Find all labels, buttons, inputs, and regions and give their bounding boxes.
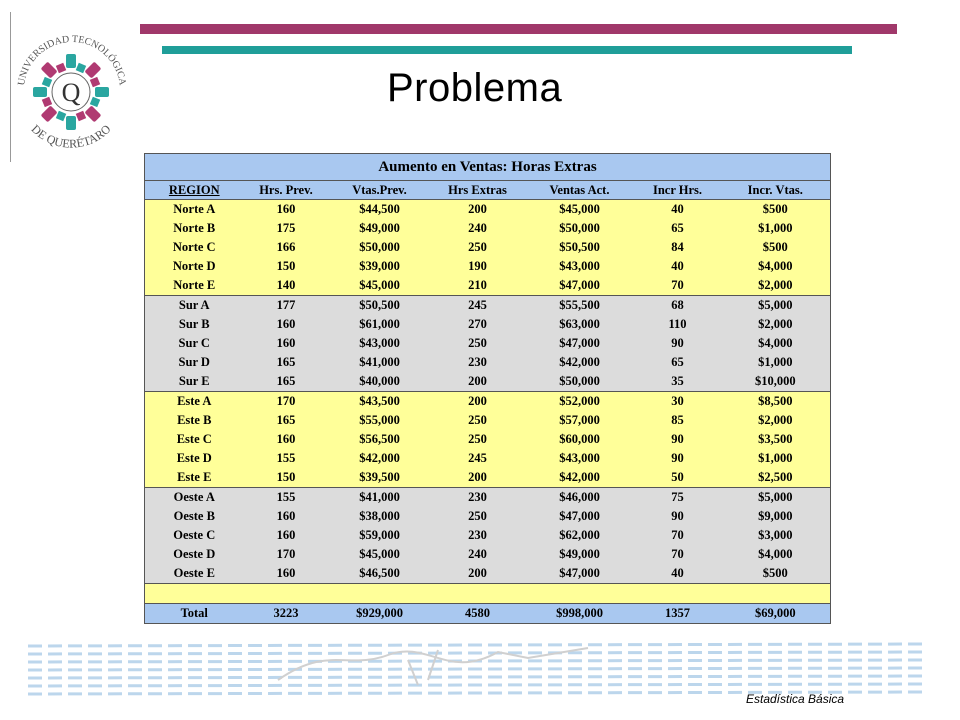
university-logo: [10, 12, 132, 162]
header-bar-teal: [162, 46, 852, 54]
region-cell: Oeste D: [145, 545, 244, 564]
column-header: Hrs. Prev.: [244, 181, 329, 200]
value-cell: $47,000: [525, 507, 635, 526]
footer-course-label: Estadística Básica: [746, 692, 845, 706]
logo-letter: Q: [61, 78, 81, 107]
value-cell: $45,000: [525, 200, 635, 220]
value-cell: 160: [244, 526, 329, 545]
value-cell: $44,500: [329, 200, 431, 220]
value-cell: 200: [431, 200, 525, 220]
value-cell: 210: [431, 276, 525, 296]
value-cell: 40: [635, 564, 721, 584]
value-cell: 245: [431, 449, 525, 468]
value-cell: 250: [431, 334, 525, 353]
value-cell: $47,000: [525, 334, 635, 353]
value-cell: 40: [635, 200, 721, 220]
value-cell: $500: [721, 200, 831, 220]
value-cell: 70: [635, 276, 721, 296]
value-cell: 84: [635, 238, 721, 257]
table-row: [145, 449, 831, 468]
value-cell: $3,000: [721, 526, 831, 545]
value-cell: $50,000: [329, 238, 431, 257]
value-cell: 170: [244, 392, 329, 412]
value-cell: 68: [635, 296, 721, 316]
value-cell: $46,500: [329, 564, 431, 584]
value-cell: $43,000: [525, 449, 635, 468]
column-header: Ventas Act.: [525, 181, 635, 200]
value-cell: 230: [431, 353, 525, 372]
value-cell: 200: [431, 392, 525, 412]
table-row: [145, 545, 831, 564]
value-cell: $5,000: [721, 488, 831, 508]
table-row: [145, 276, 831, 296]
region-cell: Norte E: [145, 276, 244, 296]
value-cell: 230: [431, 488, 525, 508]
region-cell: Este E: [145, 468, 244, 488]
value-cell: 90: [635, 334, 721, 353]
value-cell: 30: [635, 392, 721, 412]
value-cell: 70: [635, 545, 721, 564]
table-row: [145, 372, 831, 392]
value-cell: 160: [244, 564, 329, 584]
table-row: [145, 411, 831, 430]
value-cell: 155: [244, 449, 329, 468]
region-cell: Oeste A: [145, 488, 244, 508]
value-cell: 150: [244, 468, 329, 488]
region-cell: Sur E: [145, 372, 244, 392]
table-row: [145, 488, 831, 508]
column-header: REGION: [145, 181, 244, 200]
table-title: Aumento en Ventas: Horas Extras: [145, 154, 831, 181]
value-cell: $2,000: [721, 411, 831, 430]
value-cell: 200: [431, 372, 525, 392]
sales-table: [144, 153, 831, 624]
value-cell: $52,000: [525, 392, 635, 412]
value-cell: $59,000: [329, 526, 431, 545]
total-label: Total: [145, 604, 244, 624]
value-cell: 160: [244, 315, 329, 334]
value-cell: $50,000: [525, 219, 635, 238]
value-cell: $1,000: [721, 353, 831, 372]
value-cell: $1,000: [721, 219, 831, 238]
value-cell: 160: [244, 507, 329, 526]
table-row: [145, 219, 831, 238]
value-cell: 175: [244, 219, 329, 238]
value-cell: $43,000: [525, 257, 635, 276]
value-cell: 177: [244, 296, 329, 316]
value-cell: $45,000: [329, 545, 431, 564]
value-cell: 165: [244, 372, 329, 392]
region-cell: Norte C: [145, 238, 244, 257]
table-header-row: [145, 181, 831, 200]
table-row: [145, 392, 831, 412]
value-cell: $9,000: [721, 507, 831, 526]
value-cell: 160: [244, 200, 329, 220]
table-row: [145, 296, 831, 316]
value-cell: 165: [244, 353, 329, 372]
table-row: [145, 238, 831, 257]
total-value: 4580: [431, 604, 525, 624]
region-cell: Oeste E: [145, 564, 244, 584]
value-cell: 240: [431, 219, 525, 238]
value-cell: $4,000: [721, 334, 831, 353]
value-cell: 65: [635, 353, 721, 372]
value-cell: 40: [635, 257, 721, 276]
value-cell: $43,500: [329, 392, 431, 412]
value-cell: $41,000: [329, 353, 431, 372]
blank-row: [145, 584, 831, 604]
blank-cell: [145, 584, 831, 604]
value-cell: 270: [431, 315, 525, 334]
value-cell: 160: [244, 334, 329, 353]
decorative-wave-pattern: [28, 640, 928, 698]
value-cell: $10,000: [721, 372, 831, 392]
region-cell: Oeste C: [145, 526, 244, 545]
table-row: [145, 564, 831, 584]
value-cell: 200: [431, 468, 525, 488]
value-cell: 35: [635, 372, 721, 392]
value-cell: $42,000: [525, 353, 635, 372]
value-cell: $46,000: [525, 488, 635, 508]
value-cell: 200: [431, 564, 525, 584]
value-cell: $63,000: [525, 315, 635, 334]
value-cell: $50,000: [525, 372, 635, 392]
total-value: 3223: [244, 604, 329, 624]
value-cell: 65: [635, 219, 721, 238]
value-cell: 85: [635, 411, 721, 430]
value-cell: 50: [635, 468, 721, 488]
table-row: [145, 257, 831, 276]
value-cell: 250: [431, 430, 525, 449]
value-cell: $1,000: [721, 449, 831, 468]
value-cell: $500: [721, 238, 831, 257]
region-cell: Oeste B: [145, 507, 244, 526]
value-cell: $49,000: [525, 545, 635, 564]
region-cell: Este B: [145, 411, 244, 430]
value-cell: $56,500: [329, 430, 431, 449]
header-bar-magenta: [140, 24, 897, 34]
value-cell: 90: [635, 449, 721, 468]
table-row: [145, 200, 831, 220]
value-cell: $42,000: [525, 468, 635, 488]
table-row: [145, 430, 831, 449]
value-cell: $43,000: [329, 334, 431, 353]
value-cell: $61,000: [329, 315, 431, 334]
value-cell: 166: [244, 238, 329, 257]
value-cell: $5,000: [721, 296, 831, 316]
region-cell: Sur D: [145, 353, 244, 372]
value-cell: $57,000: [525, 411, 635, 430]
value-cell: $47,000: [525, 564, 635, 584]
value-cell: 240: [431, 545, 525, 564]
value-cell: $500: [721, 564, 831, 584]
value-cell: 90: [635, 430, 721, 449]
column-header: Hrs Extras: [431, 181, 525, 200]
value-cell: $3,500: [721, 430, 831, 449]
value-cell: 140: [244, 276, 329, 296]
table-row: [145, 353, 831, 372]
table-row: [145, 334, 831, 353]
value-cell: $47,000: [525, 276, 635, 296]
value-cell: $4,000: [721, 257, 831, 276]
value-cell: 230: [431, 526, 525, 545]
value-cell: 160: [244, 430, 329, 449]
table-row: [145, 315, 831, 334]
value-cell: $55,500: [525, 296, 635, 316]
value-cell: $2,000: [721, 276, 831, 296]
region-cell: Este A: [145, 392, 244, 412]
region-cell: Sur C: [145, 334, 244, 353]
table-row: [145, 468, 831, 488]
value-cell: $39,000: [329, 257, 431, 276]
value-cell: 165: [244, 411, 329, 430]
value-cell: 190: [431, 257, 525, 276]
value-cell: $62,000: [525, 526, 635, 545]
value-cell: 155: [244, 488, 329, 508]
total-value: $929,000: [329, 604, 431, 624]
total-value: $69,000: [721, 604, 831, 624]
region-cell: Norte D: [145, 257, 244, 276]
value-cell: 75: [635, 488, 721, 508]
value-cell: 90: [635, 507, 721, 526]
column-header: Incr. Vtas.: [721, 181, 831, 200]
value-cell: $8,500: [721, 392, 831, 412]
logo-bottom-text: DE QUERÉTARO: [28, 121, 114, 151]
table-row: [145, 526, 831, 545]
total-value: 1357: [635, 604, 721, 624]
value-cell: 250: [431, 507, 525, 526]
value-cell: 110: [635, 315, 721, 334]
logo-top-text: UNIVERSIDAD TECNOLÓGICA: [16, 33, 128, 87]
value-cell: $50,500: [525, 238, 635, 257]
value-cell: $45,000: [329, 276, 431, 296]
value-cell: 250: [431, 411, 525, 430]
value-cell: $2,500: [721, 468, 831, 488]
value-cell: 150: [244, 257, 329, 276]
total-row: [145, 604, 831, 624]
value-cell: $42,000: [329, 449, 431, 468]
value-cell: 170: [244, 545, 329, 564]
value-cell: $41,000: [329, 488, 431, 508]
column-header: Incr Hrs.: [635, 181, 721, 200]
value-cell: 70: [635, 526, 721, 545]
value-cell: $38,000: [329, 507, 431, 526]
total-value: $998,000: [525, 604, 635, 624]
value-cell: $55,000: [329, 411, 431, 430]
region-cell: Este D: [145, 449, 244, 468]
region-cell: Sur A: [145, 296, 244, 316]
region-cell: Sur B: [145, 315, 244, 334]
value-cell: $49,000: [329, 219, 431, 238]
region-cell: Norte B: [145, 219, 244, 238]
value-cell: $2,000: [721, 315, 831, 334]
value-cell: $60,000: [525, 430, 635, 449]
slide-title: Problema: [387, 66, 563, 110]
value-cell: 250: [431, 238, 525, 257]
region-cell: Norte A: [145, 200, 244, 220]
value-cell: $40,000: [329, 372, 431, 392]
value-cell: 245: [431, 296, 525, 316]
region-cell: Este C: [145, 430, 244, 449]
table-row: [145, 507, 831, 526]
value-cell: $39,500: [329, 468, 431, 488]
value-cell: $4,000: [721, 545, 831, 564]
value-cell: $50,500: [329, 296, 431, 316]
column-header: Vtas.Prev.: [329, 181, 431, 200]
